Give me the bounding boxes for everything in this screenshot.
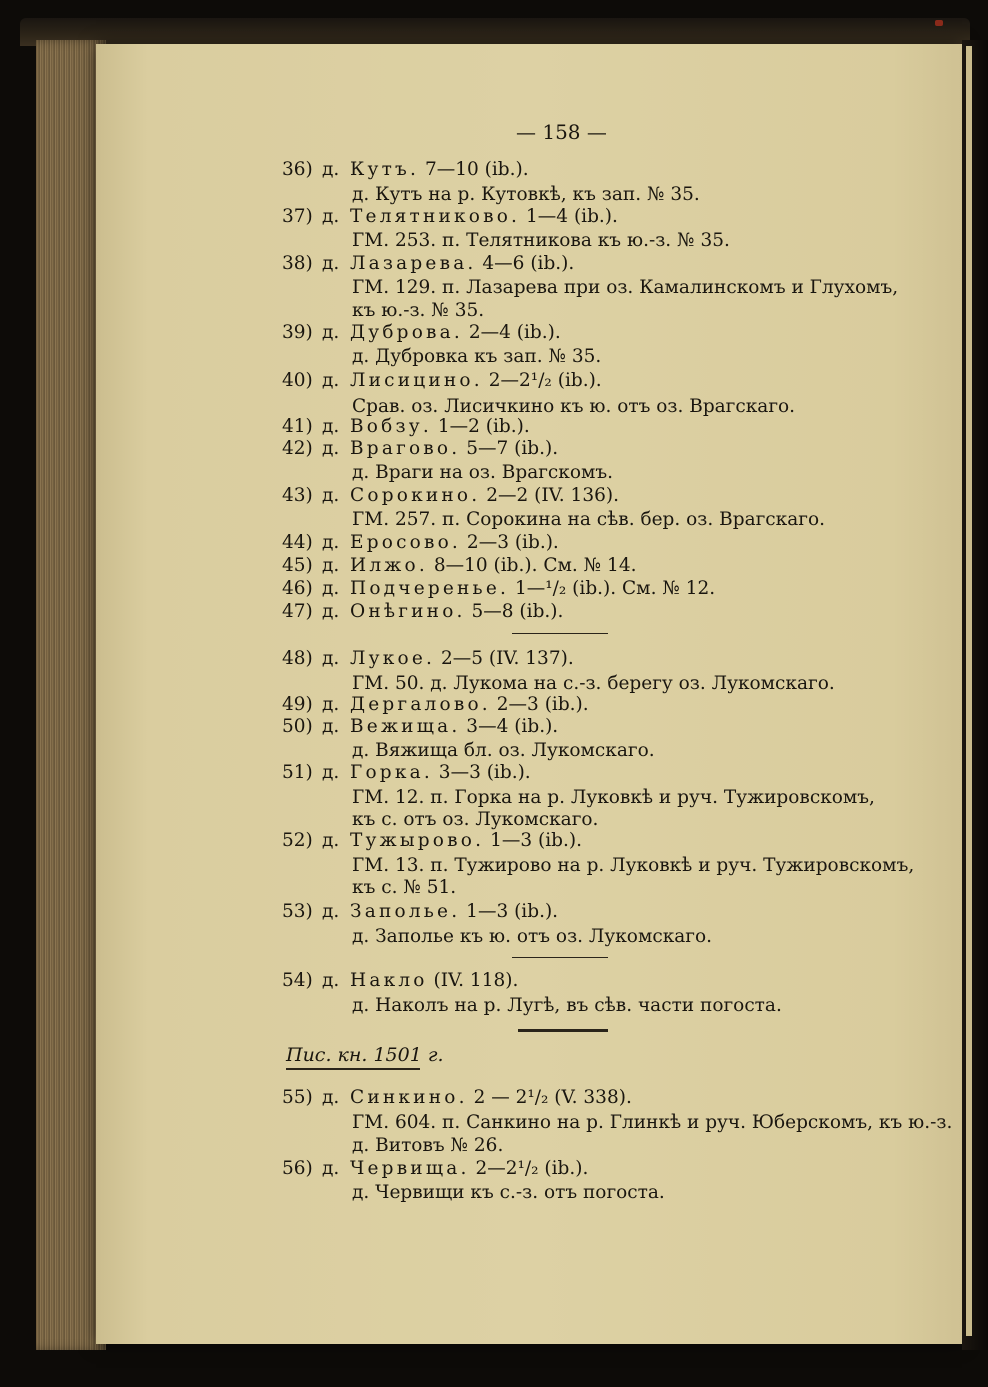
entry-number: 53) <box>282 901 313 922</box>
entry-number: 49) <box>282 694 313 715</box>
entry-note: ГМ. 253. п. Телятникова къ ю.-з. № 35. <box>352 230 730 251</box>
entry-type: д. <box>322 648 340 669</box>
entry-data: 3—3 (ib.). <box>438 762 531 783</box>
entry-number: 39) <box>282 322 313 343</box>
entry-type: д. <box>322 438 340 459</box>
entry-heading <box>350 253 574 275</box>
entry-note: ГМ. 129. п. Лазарева при оз. Камалинскомъ и Глухомъ, <box>352 277 899 298</box>
entry-number: 43) <box>282 485 313 506</box>
entry-number: 42) <box>282 438 313 459</box>
entry-data: 1—4 (ib.). <box>526 206 618 227</box>
entry-name: Еросово. <box>350 532 462 553</box>
entry-number: 41) <box>282 416 313 437</box>
entry-name: Сорокино. <box>350 485 481 506</box>
entry-type: д. <box>322 1158 340 1179</box>
entry-note: д. Дубровка къ зап. № 35. <box>352 346 602 367</box>
entry-name: Лисицино. <box>350 370 483 391</box>
entry-data: (IV. 118). <box>433 970 519 991</box>
entry-note: къ с. отъ оз. Лукомскаго. <box>352 809 599 830</box>
entry-number: 56) <box>282 1158 313 1179</box>
entry-number: 44) <box>282 532 313 553</box>
entry-number: 45) <box>282 555 313 576</box>
entry-heading <box>350 532 559 554</box>
entry-data: 1—3 (ib.). <box>466 901 559 922</box>
entry-heading <box>350 648 574 670</box>
entry-type: д. <box>322 532 340 553</box>
entry-name: Заполье. <box>350 901 461 922</box>
entry-type: д. <box>322 206 340 227</box>
entry-data: 1—3 (ib.). <box>490 830 582 851</box>
entry-note: Срав. оз. Лисичкино къ ю. отъ оз. Врагскаго. <box>352 396 796 417</box>
entry-name: Подчеренье. <box>350 578 510 599</box>
entry-number: 55) <box>282 1087 313 1108</box>
entry-heading <box>350 485 619 507</box>
entry-data: 2—2¹/₂ (ib.). <box>475 1158 589 1179</box>
entry-note: д. Враги на оз. Врагскомъ. <box>352 462 614 483</box>
entry-number: 51) <box>282 762 313 783</box>
entry-note: къ с. № 51. <box>352 877 457 898</box>
entry-name: Лазарева. <box>350 253 477 274</box>
entry-data: 3—4 (ib.). <box>466 716 559 737</box>
entry-data: 1—¹/₂ (ib.). См. № 12. <box>514 578 716 599</box>
entry-heading <box>350 694 589 716</box>
entry-name: Врагово. <box>350 438 461 459</box>
entry-number: 48) <box>282 648 313 669</box>
entry-name: Илжо. <box>350 555 428 576</box>
entry-number: 40) <box>282 370 313 391</box>
entry-heading <box>350 438 558 460</box>
entry-type: д. <box>322 159 340 180</box>
entry-note: д. Наколъ на р. Лугѣ, въ сѣв. части погоста. <box>352 995 782 1016</box>
entry-number: 50) <box>282 716 313 737</box>
entry-data: 2—5 (IV. 137). <box>440 648 574 669</box>
entry-type: д. <box>322 901 340 922</box>
entry-heading <box>350 416 530 438</box>
entry-type: д. <box>322 830 340 851</box>
entry-data: 4—6 (ib.). <box>482 253 575 274</box>
entry-note: д. Червищи къ с.-з. отъ погоста. <box>352 1182 665 1203</box>
entry-name: Лукое. <box>350 648 436 669</box>
entry-number: 37) <box>282 206 313 227</box>
entry-type: д. <box>322 322 340 343</box>
entry-data: 2—2 (IV. 136). <box>486 485 619 506</box>
entry-name: Дергалово. <box>350 694 491 715</box>
entry-heading <box>350 322 561 344</box>
entry-note: ГМ. 257. п. Сорокина на сѣв. бер. оз. Врагскаго. <box>352 509 825 530</box>
heading-underline <box>286 1068 420 1070</box>
entry-data: 5—7 (ib.). <box>466 438 559 459</box>
entry-type: д. <box>322 416 340 437</box>
entry-type: д. <box>322 1087 340 1108</box>
entry-type: д. <box>322 578 340 599</box>
entry-heading <box>350 830 582 852</box>
entry-data: 2—3 (ib.). <box>496 694 589 715</box>
entry-note: ГМ. 604. п. Санкино на р. Глинкѣ и руч. Юберскомъ, къ ю.-з. <box>352 1112 953 1133</box>
entry-data: 2 — 2¹/₂ (V. 338). <box>473 1087 632 1108</box>
entry-heading <box>350 716 558 738</box>
entry-name: Горка. <box>350 762 433 783</box>
entry-type: д. <box>322 485 340 506</box>
entry-number: 46) <box>282 578 313 599</box>
entry-name: Накло <box>350 970 428 991</box>
entry-name: Тужырово. <box>350 830 485 851</box>
entry-data: 2—3 (ib.). <box>466 532 559 553</box>
entry-type: д. <box>322 370 340 391</box>
entry-type: д. <box>322 601 340 622</box>
entry-data: 5—8 (ib.). <box>471 601 564 622</box>
entry-heading <box>350 578 715 600</box>
entry-type: д. <box>322 555 340 576</box>
entry-number: 38) <box>282 253 313 274</box>
entry-heading <box>350 901 558 923</box>
entry-data: 1—2 (ib.). <box>437 416 530 437</box>
entry-type: д. <box>322 716 340 737</box>
entry-name: Дуброва. <box>350 322 463 343</box>
entry-heading <box>350 1158 588 1180</box>
entry-type: д. <box>322 253 340 274</box>
entry-data: 2—4 (ib.). <box>468 322 561 343</box>
entry-type: д. <box>322 762 340 783</box>
entry-data: 8—10 (ib.). См. № 14. <box>433 555 637 576</box>
page-number: — 158 — <box>516 120 607 144</box>
entry-note: д. Кутъ на р. Кутовкѣ, къ зап. № 35. <box>352 184 700 205</box>
entry-name: Телятниково. <box>350 206 521 227</box>
entry-data: 7—10 (ib.). <box>424 159 529 180</box>
entry-type: д. <box>322 694 340 715</box>
entry-heading <box>350 370 602 392</box>
entry-number: 52) <box>282 830 313 851</box>
entry-number: 47) <box>282 601 313 622</box>
entry-type: д. <box>322 970 340 991</box>
section-heading: Пис. кн. 1501 г. <box>286 1044 444 1066</box>
entry-note: къ ю.-з. № 35. <box>352 300 485 321</box>
entry-name: Вежища. <box>350 716 461 737</box>
section-divider <box>512 957 608 958</box>
entry-heading <box>350 159 529 181</box>
entry-name: Червища. <box>350 1158 470 1179</box>
section-divider-bold <box>518 1029 608 1032</box>
entry-heading <box>350 555 636 577</box>
entry-note: д. Витовъ № 26. <box>352 1135 504 1156</box>
entry-data: 2—2¹/₂ (ib.). <box>488 370 602 391</box>
entry-heading <box>350 206 618 228</box>
entry-note: д. Заполье къ ю. отъ оз. Лукомскаго. <box>352 926 713 947</box>
entry-name: Кутъ. <box>350 159 420 180</box>
entry-name: Синкино. <box>350 1087 468 1108</box>
entry-note: ГМ. 50. д. Лукома на с.-з. берегу оз. Лукомскаго. <box>352 673 835 694</box>
entry-heading <box>350 601 563 623</box>
section-divider <box>512 633 608 634</box>
entry-heading <box>350 762 531 784</box>
entry-note: ГМ. 12. п. Горка на р. Луковкѣ и руч. Тужировскомъ, <box>352 787 875 808</box>
entry-note: д. Вяжища бл. оз. Лукомскаго. <box>352 740 655 761</box>
entry-heading <box>350 970 518 992</box>
entry-heading <box>350 1087 632 1109</box>
entry-note: ГМ. 13. п. Тужирово на р. Луковкѣ и руч. Тужировскомъ, <box>352 855 915 876</box>
entry-name: Онѣгино. <box>350 601 466 622</box>
entry-name: Вобзу. <box>350 416 432 437</box>
entry-number: 36) <box>282 159 313 180</box>
entry-number: 54) <box>282 970 313 991</box>
